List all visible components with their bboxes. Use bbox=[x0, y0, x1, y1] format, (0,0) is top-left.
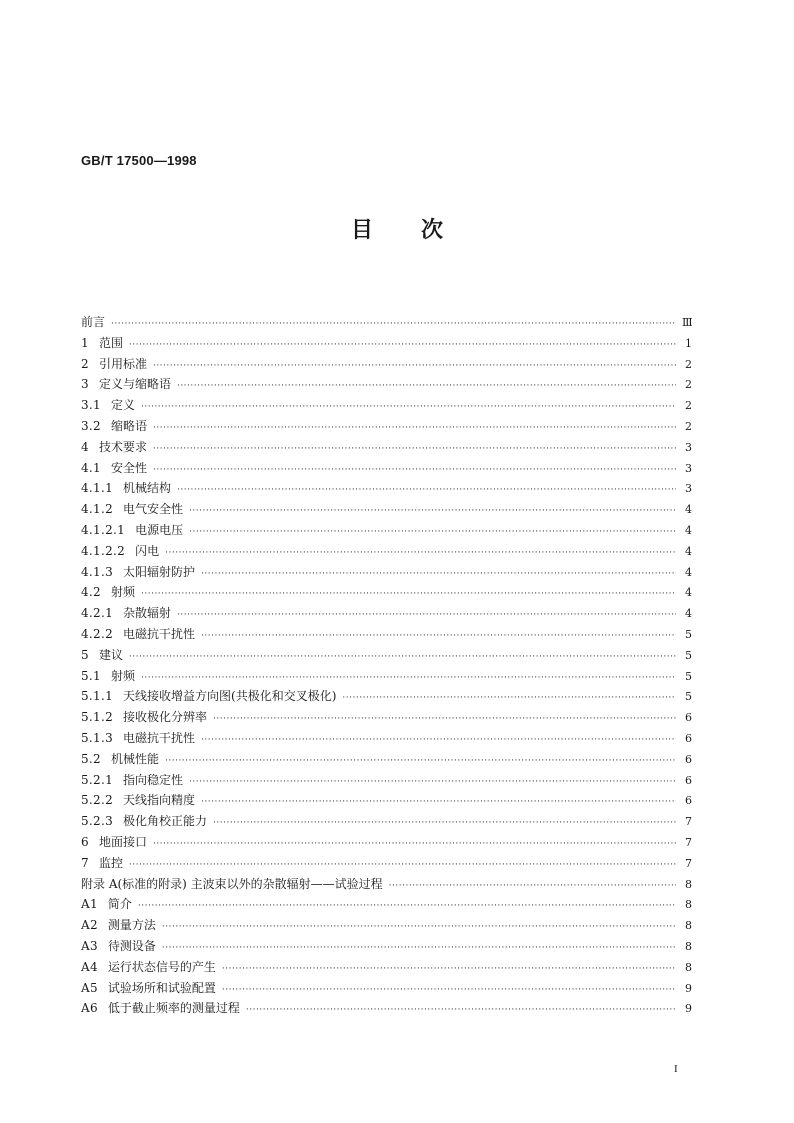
toc-entry[interactable] bbox=[81, 790, 692, 811]
toc-entry-number: 4.1.2 bbox=[81, 502, 114, 517]
dot-leader bbox=[129, 855, 676, 876]
dot-leader bbox=[222, 980, 676, 1001]
toc-entry-page: 6 bbox=[685, 752, 692, 766]
toc-entry-number: 5.1.3 bbox=[81, 730, 114, 745]
toc-entry[interactable] bbox=[81, 333, 692, 354]
toc-entry[interactable] bbox=[81, 520, 692, 541]
toc-entry[interactable] bbox=[81, 541, 692, 562]
dot-leader bbox=[165, 543, 676, 564]
toc-entry-page: 9 bbox=[685, 981, 692, 995]
dot-leader bbox=[138, 896, 676, 917]
toc-entry-page: 2 bbox=[685, 399, 692, 413]
toc-entry-label: 安全性 bbox=[110, 460, 147, 475]
toc-entry-number: 3 bbox=[81, 377, 89, 392]
toc-entry-label: 极化角校正能力 bbox=[123, 814, 208, 829]
toc-entry-label: 电磁抗干扰性 bbox=[123, 626, 196, 641]
toc-entry[interactable] bbox=[81, 603, 692, 624]
toc-entry[interactable] bbox=[81, 770, 692, 791]
toc-entry-label: 机械结构 bbox=[123, 481, 172, 496]
toc-entry-number: 4.1.1 bbox=[81, 481, 114, 496]
toc-entry-page: 6 bbox=[685, 731, 692, 745]
toc-entry-number: A4 bbox=[81, 959, 98, 974]
toc-entry-number: 5.1.1 bbox=[81, 689, 114, 704]
toc-entry-page: 5 bbox=[685, 627, 692, 641]
toc-entry-number: 1 bbox=[81, 335, 89, 350]
toc-entry-page: 6 bbox=[685, 711, 692, 725]
toc-entry-label: 低于截止频率的测量过程 bbox=[107, 1001, 240, 1016]
dot-leader bbox=[342, 688, 676, 709]
toc-entry-label: 定义与缩略语 bbox=[98, 377, 171, 392]
dot-leader bbox=[141, 668, 676, 689]
dot-leader bbox=[213, 813, 676, 834]
toc-entry-number: 5.1 bbox=[81, 668, 101, 683]
dot-leader bbox=[141, 397, 676, 418]
toc-entry-label: 杂散辐射 bbox=[123, 606, 172, 621]
dot-leader bbox=[177, 480, 676, 501]
toc-entry-label: 定义 bbox=[110, 398, 135, 413]
toc-entry-page: 4 bbox=[685, 544, 692, 558]
page-number: I bbox=[674, 1063, 678, 1075]
toc-entry-page: 5 bbox=[685, 669, 692, 683]
dot-leader bbox=[189, 501, 676, 522]
dot-leader bbox=[162, 938, 676, 959]
toc-entry-number: 5.2.3 bbox=[81, 814, 114, 829]
dot-leader bbox=[213, 709, 676, 730]
toc-entry-label: 待测设备 bbox=[107, 938, 156, 953]
toc-entry-label: 简介 bbox=[107, 897, 132, 912]
toc-entry-page: 3 bbox=[685, 482, 692, 496]
toc-entry-page: 8 bbox=[685, 898, 692, 912]
toc-entry-page: 4 bbox=[685, 565, 692, 579]
toc-entry-page: 4 bbox=[685, 503, 692, 517]
toc-entry-label: 监控 bbox=[98, 855, 123, 870]
dot-leader bbox=[153, 834, 676, 855]
toc-entry[interactable] bbox=[81, 749, 692, 770]
toc-entry[interactable] bbox=[81, 832, 692, 853]
toc-entry[interactable] bbox=[81, 478, 692, 499]
toc-entry-page: 8 bbox=[685, 877, 692, 891]
toc-entry[interactable] bbox=[81, 499, 692, 520]
toc-entry-number: 3.1 bbox=[81, 398, 101, 413]
toc-entry-label: 太阳辐射防护 bbox=[123, 564, 196, 579]
toc-entry-number: 3.2 bbox=[81, 418, 101, 433]
toc-entry[interactable] bbox=[81, 416, 692, 437]
page-title bbox=[0, 213, 794, 244]
dot-leader bbox=[129, 335, 676, 356]
toc-entry-page: 8 bbox=[685, 939, 692, 953]
toc-entry[interactable] bbox=[81, 811, 692, 832]
toc-entry-label: 电气安全性 bbox=[123, 502, 184, 517]
toc-entry-label: 射频 bbox=[110, 585, 135, 600]
toc-entry-label: 技术要求 bbox=[98, 439, 147, 454]
toc-entry-number: 6 bbox=[81, 834, 89, 849]
toc-entry-label: 电磁抗干扰性 bbox=[123, 730, 196, 745]
toc-entry-page: 4 bbox=[685, 586, 692, 600]
dot-leader bbox=[141, 584, 676, 605]
toc-entry[interactable] bbox=[81, 957, 692, 978]
toc-entry-number: 5.2.1 bbox=[81, 772, 114, 787]
dot-leader bbox=[201, 730, 676, 751]
toc-entry-page: 1 bbox=[685, 336, 692, 350]
dot-leader bbox=[177, 376, 676, 397]
toc-entry-label: 测量方法 bbox=[107, 918, 156, 933]
toc-entry[interactable] bbox=[81, 312, 692, 333]
dot-leader bbox=[389, 876, 676, 897]
toc-entry-label: 引用标准 bbox=[98, 356, 147, 371]
toc-entry-number: A5 bbox=[81, 980, 98, 995]
toc-entry[interactable] bbox=[81, 915, 692, 936]
toc-entry-page: 2 bbox=[685, 419, 692, 433]
dot-leader bbox=[129, 647, 676, 668]
toc-entry[interactable] bbox=[81, 395, 692, 416]
toc-entry-label: 试验场所和试验配置 bbox=[107, 980, 216, 995]
toc-entry-page: 5 bbox=[685, 648, 692, 662]
toc-entry-page: 2 bbox=[685, 378, 692, 392]
toc-entry-label: 前言 bbox=[81, 315, 106, 329]
toc-entry-number: 4.1 bbox=[81, 460, 101, 475]
toc-entry-page: 4 bbox=[685, 523, 692, 537]
toc-entry[interactable] bbox=[81, 666, 692, 687]
toc-entry-number: 4 bbox=[81, 439, 89, 454]
toc-entry[interactable] bbox=[81, 686, 692, 707]
toc-entry-number: 5.2 bbox=[81, 751, 101, 766]
toc-entry[interactable] bbox=[81, 354, 692, 375]
dot-leader bbox=[162, 917, 676, 938]
dot-leader bbox=[153, 418, 676, 439]
dot-leader bbox=[201, 626, 676, 647]
toc-entry-number: A3 bbox=[81, 938, 98, 953]
toc-entry-label: 闪电 bbox=[135, 543, 160, 558]
toc-entry[interactable] bbox=[81, 458, 692, 479]
toc-entry-number: 4.1.2.1 bbox=[81, 522, 126, 537]
toc-entry[interactable] bbox=[81, 707, 692, 728]
toc-entry-page: 7 bbox=[685, 815, 692, 829]
toc-entry[interactable] bbox=[81, 582, 692, 603]
toc-entry[interactable] bbox=[81, 936, 692, 957]
toc-entry-label: 缩略语 bbox=[110, 418, 147, 433]
toc-entry-label: 范围 bbox=[98, 335, 123, 350]
toc-entry-page: 6 bbox=[685, 794, 692, 808]
toc-entry-label: 接收极化分辨率 bbox=[123, 710, 208, 725]
toc-entry-number: 4.1.2.2 bbox=[81, 543, 126, 558]
toc-entry-number: 5.2.2 bbox=[81, 793, 114, 808]
dot-leader bbox=[111, 314, 676, 335]
toc-entry[interactable] bbox=[81, 894, 692, 915]
toc-entry-number: 7 bbox=[81, 855, 89, 870]
toc-entry-page: 8 bbox=[685, 960, 692, 974]
toc-entry-number: 4.2 bbox=[81, 585, 101, 600]
dot-leader bbox=[153, 460, 676, 481]
title-char-2: 次 bbox=[421, 218, 444, 243]
dot-leader bbox=[189, 772, 676, 793]
toc-entry-number: 5 bbox=[81, 647, 89, 662]
toc-entry-label: 机械性能 bbox=[110, 751, 159, 766]
toc-entry-label: 天线指向精度 bbox=[123, 793, 196, 808]
toc-entry[interactable] bbox=[81, 998, 692, 1019]
toc-entry-page: 3 bbox=[685, 461, 692, 475]
toc-entry-number: A2 bbox=[81, 918, 98, 933]
toc-entry[interactable] bbox=[81, 437, 692, 458]
standard-code: GB/T 17500—1998 bbox=[81, 153, 197, 168]
toc-entry-page: 2 bbox=[685, 357, 692, 371]
dot-leader bbox=[189, 522, 676, 543]
toc-entry-label: 建议 bbox=[98, 647, 123, 662]
toc-entry-number: 5.1.2 bbox=[81, 710, 114, 725]
toc-entry-page: 8 bbox=[685, 919, 692, 933]
dot-leader bbox=[177, 605, 676, 626]
toc-entry-page: 9 bbox=[685, 1002, 692, 1016]
toc-entry[interactable] bbox=[81, 562, 692, 583]
toc-entry-label: 运行状态信号的产生 bbox=[107, 959, 216, 974]
toc-entry-number: 4.1.3 bbox=[81, 564, 114, 579]
dot-leader bbox=[201, 792, 676, 813]
toc-entry[interactable] bbox=[81, 645, 692, 666]
toc-entry[interactable] bbox=[81, 978, 692, 999]
toc-entry-label: 电源电压 bbox=[135, 522, 184, 537]
toc-entry-label: 天线接收增益方向图(共极化和交叉极化) bbox=[123, 689, 337, 704]
dot-leader bbox=[153, 439, 676, 460]
toc-entry[interactable] bbox=[81, 374, 692, 395]
toc-entry[interactable] bbox=[81, 624, 692, 645]
toc-entry-number: 4.2.1 bbox=[81, 606, 114, 621]
toc-entry-page: 6 bbox=[685, 773, 692, 787]
dot-leader bbox=[153, 356, 676, 377]
toc-entry[interactable] bbox=[81, 853, 692, 874]
toc-entry-page: 7 bbox=[685, 835, 692, 849]
toc-entry-number: A6 bbox=[81, 1001, 98, 1016]
toc-entry-page: 4 bbox=[685, 607, 692, 621]
title-char-1: 目 bbox=[350, 218, 373, 243]
toc-entry-page: 7 bbox=[685, 856, 692, 870]
toc-entry-number: A1 bbox=[81, 897, 98, 912]
dot-leader bbox=[246, 1000, 676, 1021]
toc-entry-label: 地面接口 bbox=[98, 834, 147, 849]
table-of-contents bbox=[81, 312, 692, 1019]
toc-entry-label: 射频 bbox=[110, 668, 135, 683]
toc-entry-label: 指向稳定性 bbox=[123, 772, 184, 787]
toc-entry-page: 3 bbox=[685, 440, 692, 454]
toc-entry[interactable] bbox=[81, 728, 692, 749]
toc-entry-number: 2 bbox=[81, 356, 89, 371]
toc-entry-page: Ⅲ bbox=[682, 316, 693, 329]
dot-leader bbox=[222, 959, 676, 980]
toc-entry-label: 附录 A(标准的附录) 主波束以外的杂散辐射——试验过程 bbox=[81, 876, 383, 891]
dot-leader bbox=[165, 751, 676, 772]
dot-leader bbox=[201, 564, 676, 585]
toc-entry[interactable] bbox=[81, 874, 692, 895]
toc-entry-number: 4.2.2 bbox=[81, 626, 114, 641]
toc-entry-page: 5 bbox=[685, 690, 692, 704]
